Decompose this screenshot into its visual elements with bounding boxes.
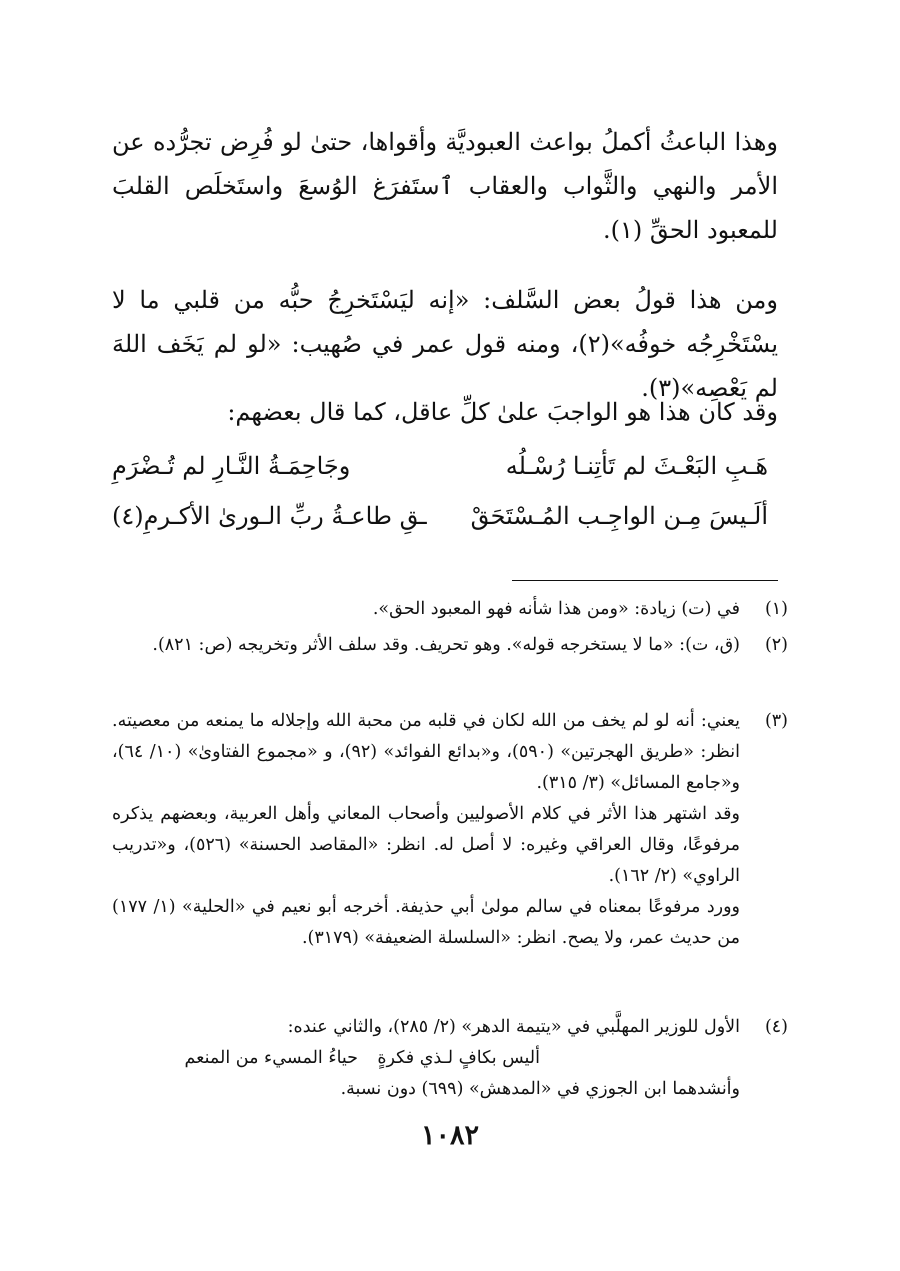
footnote-text: وورد مرفوعًا بمعناه في سالم مولىٰ أبي حذيفة. أخرجه أبو نعيم في «الحلية» (١/ ١٧٧) من حديث عمر، ولا يصح. انظر: «السلسلة الضعيفة» (٣١٧٩). <box>112 897 740 948</box>
footnote-verse <box>112 1043 788 1074</box>
verse-1-first-hemistich: هَـبِ البَعْـثَ لم تَأتِنـا رُسْـلُه <box>505 452 768 480</box>
verse-2-first-hemistich: ألَـيسَ مِـن الواجِـب المُـسْتَحَقْ <box>470 502 768 530</box>
footnote-1 <box>112 594 788 625</box>
footnote-text: في (ت) زيادة: «ومن هذا شأنه فهو المعبود الحق». <box>372 599 740 619</box>
poem-verse-1 <box>112 444 778 488</box>
poem-verse-2 <box>112 494 778 538</box>
verse-2-second-hemistich: ـقِ طاعـةُ ربِّ الـورىٰ الأكـرمِ(٤) <box>112 502 427 530</box>
footnote-verse-first-hemistich: أليس بكافٍ لـذي فكرةٍ <box>377 1048 540 1068</box>
footnote-text: وأنشدهما ابن الجوزي في «المدهش» (٦٩٩) دون نسبة. <box>340 1079 740 1099</box>
footnote-2 <box>112 630 788 661</box>
verse-1-second-hemistich: وجَاحِمَـةُ النَّـارِ لم تُـضْرَمِ <box>112 452 351 480</box>
footnote-verse-second-hemistich: حياءُ المسيء من المنعم <box>184 1048 358 1068</box>
main-paragraph-2: ومن هذا قولُ بعض السَّلف: «إنه ليَسْتَخرِجُ حبُّه من قلبي ما لا يسْتَخْرِجُه خوفُه»(٢)، ومنه قول عمر في صُهيب: «لو لم يَخَف اللهَ لم يَعْصِه»(٣). <box>112 286 778 402</box>
main-paragraph-1: وهذا الباعثُ أكملُ بواعث العبوديَّة وأقواها، حتىٰ لو فُرِض تجرُّده عن الأمر والنهي والثَّواب والعقاب ٱستَفرَغ الوُسعَ واستَخلَص القلبَ للمعبود الحقِّ (١). <box>112 128 778 244</box>
footnote-number: (٤) <box>764 1017 788 1037</box>
footnote-3 <box>112 706 788 954</box>
footnote-number: (١) <box>764 599 788 619</box>
main-paragraph-3: وقد كان هذا هو الواجبَ علىٰ كلِّ عاقل، كما قال بعضهم: <box>227 398 778 426</box>
footnote-number: (٢) <box>764 635 788 655</box>
footnote-text: الأول للوزير المهلَّبي في «يتيمة الدهر» (٢/ ٢٨٥)، والثاني عنده: <box>287 1017 740 1037</box>
footnote-text: وقد اشتهر هذا الأثر في كلام الأصوليين وأصحاب المعاني وأهل العربية، وبعضهم يذكره مرفوعًا، وقال العراقي وغيره: لا أصل له. انظر: «المقاصد الحسنة» (٥٢٦)، و«تدريب الراوي» (٢/ ١٦٢). <box>112 804 740 886</box>
footnote-text: (ق، ت): «ما لا يستخرجه قوله». وهو تحريف. وقد سلف الأثر وتخريجه (ص: ٨٢١). <box>152 635 740 655</box>
footnote-separator <box>512 580 778 581</box>
footnote-number: (٣) <box>764 711 788 731</box>
footnote-4 <box>112 1012 788 1105</box>
page-number: ١٠٨٢ <box>420 1120 479 1151</box>
footnote-text: يعني: أنه لو لم يخف من الله لكان في قلبه من محبة الله وإجلاله ما يمنعه من معصيته. انظر: «طريق الهجرتين» (٥٩٠)، و«بدائع الفوائد» (٩٢)، و «مجموع الفتاوىٰ» (١٠/ ٦٤)، و«جامع المسائل» (٣/ ٣١٥). <box>112 711 740 793</box>
